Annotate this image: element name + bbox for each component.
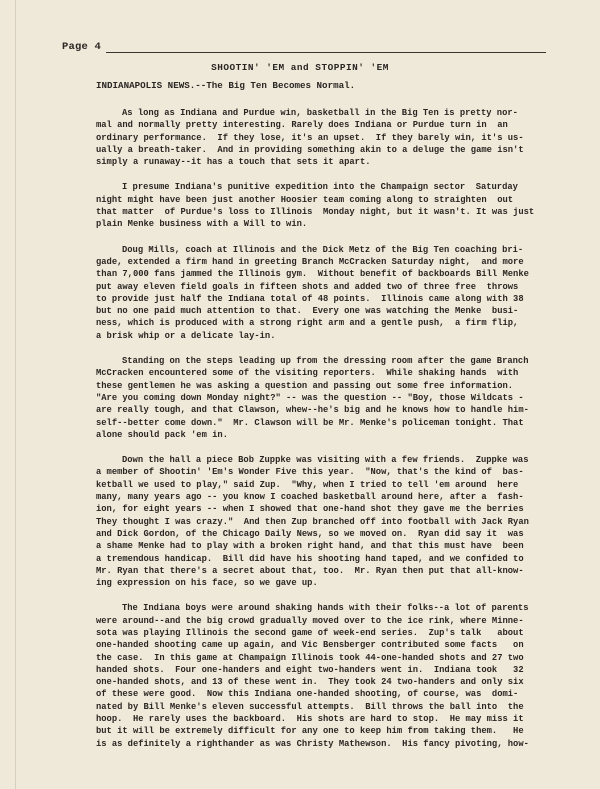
text-line: plain Menke business with a Will to win. [96, 219, 308, 230]
text-line: a shame Menke had to play with a broken right hand, and that this must have been [96, 541, 524, 552]
text-line: The Indiana boys were around shaking hands with their folks--a lot of parents [122, 603, 529, 614]
text-line: ordinary performance. If they lose, it's an upset. If they barely win, it's us- [96, 132, 524, 143]
text-line: a member of Shootin' 'Em's Wonder Five this year. "Now, that's the kind of bas- [96, 467, 524, 478]
text-line: but no one paid much attention to that. Every one was watching the Menke busi- [96, 306, 519, 317]
text-line: one-handed shots, and 13 of these went in. They took 24 two-handers and only six [96, 677, 524, 688]
text-line: They thought I was crazy." And then Zup branched off into football with Jack Ryan [96, 516, 529, 527]
text-line: self--better come down." Mr. Clawson will be Mr. Menke's policeman tonight. That [96, 417, 524, 428]
text-line: these gentlemen he was asking a question and passing out some free information. [96, 380, 514, 391]
text-line: ketball we used to play," said Zup. "Why, when I tried to tell 'em around here [96, 479, 519, 490]
text-line: As long as Indiana and Purdue win, basketball in the Big Ten is pretty nor- [122, 108, 518, 118]
article-paragraph [96, 355, 566, 441]
text-line: put away eleven field goals in fifteen shots and added two of three free throws [96, 281, 519, 292]
text-line: "Are you coming down Monday night?" -- was the question -- "Boy, those Wildcats - [96, 392, 524, 403]
article-dateline: INDIANAPOLIS NEWS.--The Big Ten Becomes Normal. [96, 80, 356, 91]
text-line: ing expression on his face, so we gave up. [96, 578, 318, 589]
text-line: the case. In this game at Champaign Illinois took 44-one-handed shots and 27 two [96, 652, 524, 663]
paper-fold-line [15, 0, 16, 789]
text-line: than 7,000 fans jammed the Illinois gym. Without benefit of backboards Bill Menke [96, 269, 529, 280]
text-line: handed shots. Four one-handers and eight two-handers went in. Indiana took 32 [96, 664, 524, 675]
header-rule [106, 52, 546, 53]
article-paragraph [96, 454, 566, 589]
text-line: mal and normally pretty interesting. Rarely does Indiana or Purdue turn in an [96, 120, 508, 131]
text-line: a brisk whip or a delicate lay-in. [96, 330, 276, 341]
text-line: one-handed shooting came up again, and Vic Bensberger contributed some facts on [96, 640, 524, 651]
text-line: to provide just half the Indiana total of 48 points. Illinois came along with 38 [96, 293, 524, 304]
text-line: are really tough, and that Clawson, whew--he's big and he knows how to handle him- [96, 405, 529, 416]
page-header [62, 41, 546, 57]
text-line: but it will be extremely difficult for any one to keep him from taking them. He [96, 726, 524, 737]
text-line: McCracken encountered some of the visiting reporters. While shaking hands with [96, 368, 519, 379]
text-line: Mr. Ryan that there's a secret about that, too. Mr. Ryan then put that all-know- [96, 565, 524, 576]
text-line: ion, for eight years -- when I showed that one-hand shot they gave me the berries [96, 504, 524, 515]
article-paragraph [96, 602, 566, 750]
text-line: simply a runaway--it has a touch that sets it apart. [96, 157, 371, 168]
article-paragraph [96, 244, 566, 342]
page-number: Page 4 [62, 41, 102, 53]
column-title: SHOOTIN' 'EM and STOPPIN' 'EM [211, 62, 389, 73]
text-line: a tremendous handicap. Bill did have his shooting hand taped, and we confided to [96, 553, 524, 564]
text-line: night might have been just another Hoosier team coming along to straighten out [96, 194, 514, 205]
text-line: and Dick Gordon, of the Chicago Daily News, so we moved on. Ryan did say it was [96, 528, 524, 539]
article-body [96, 107, 566, 750]
text-line: ness, which is produced with a strong right arm and a gentle push, a firm flip, [96, 318, 519, 329]
text-line: nated by Bill Menke's eleven successful attempts. Bill throws the ball into the [96, 701, 524, 712]
text-line: that matter of Purdue's loss to Illinois Monday night, but it wasn't. It was just [96, 207, 535, 218]
text-line: many, many years ago -- you know I coached basketball around here, after a fash- [96, 492, 524, 503]
text-line: were around--and the big crowd gradually moved over to the ice rink, where Minne- [96, 615, 524, 626]
text-line: hoop. He rarely uses the backboard. His shots are hard to stop. He may miss it [96, 714, 524, 725]
text-line: sota was playing Illinois the second game of week-end series. Zup's talk about [96, 627, 524, 638]
text-line: of these were good. Now this Indiana one-handed shooting, of course, was domi- [96, 689, 519, 700]
text-line: Standing on the steps leading up from the dressing room after the game Branch [122, 356, 529, 367]
text-line: ually a breath-taker. And in providing something akin to a deluge the game isn't [96, 144, 524, 155]
article-paragraph [96, 107, 566, 168]
text-line: I presume Indiana's punitive expedition into the Champaign sector Saturday [122, 182, 518, 193]
text-line: gade, extended a firm hand in greeting Branch McCracken Saturday night, and more [96, 256, 524, 267]
text-line: Doug Mills, coach at Illinois and the Dick Metz of the Big Ten coaching bri- [122, 244, 524, 255]
article-paragraph [96, 181, 566, 230]
text-line: is as definitely a righthander as was Christy Mathewson. His fancy pivoting, how- [96, 738, 529, 749]
text-line: Down the hall a piece Bob Zuppke was visiting with a few friends. Zuppke was [122, 455, 529, 466]
text-line: alone should pack 'em in. [96, 429, 228, 440]
